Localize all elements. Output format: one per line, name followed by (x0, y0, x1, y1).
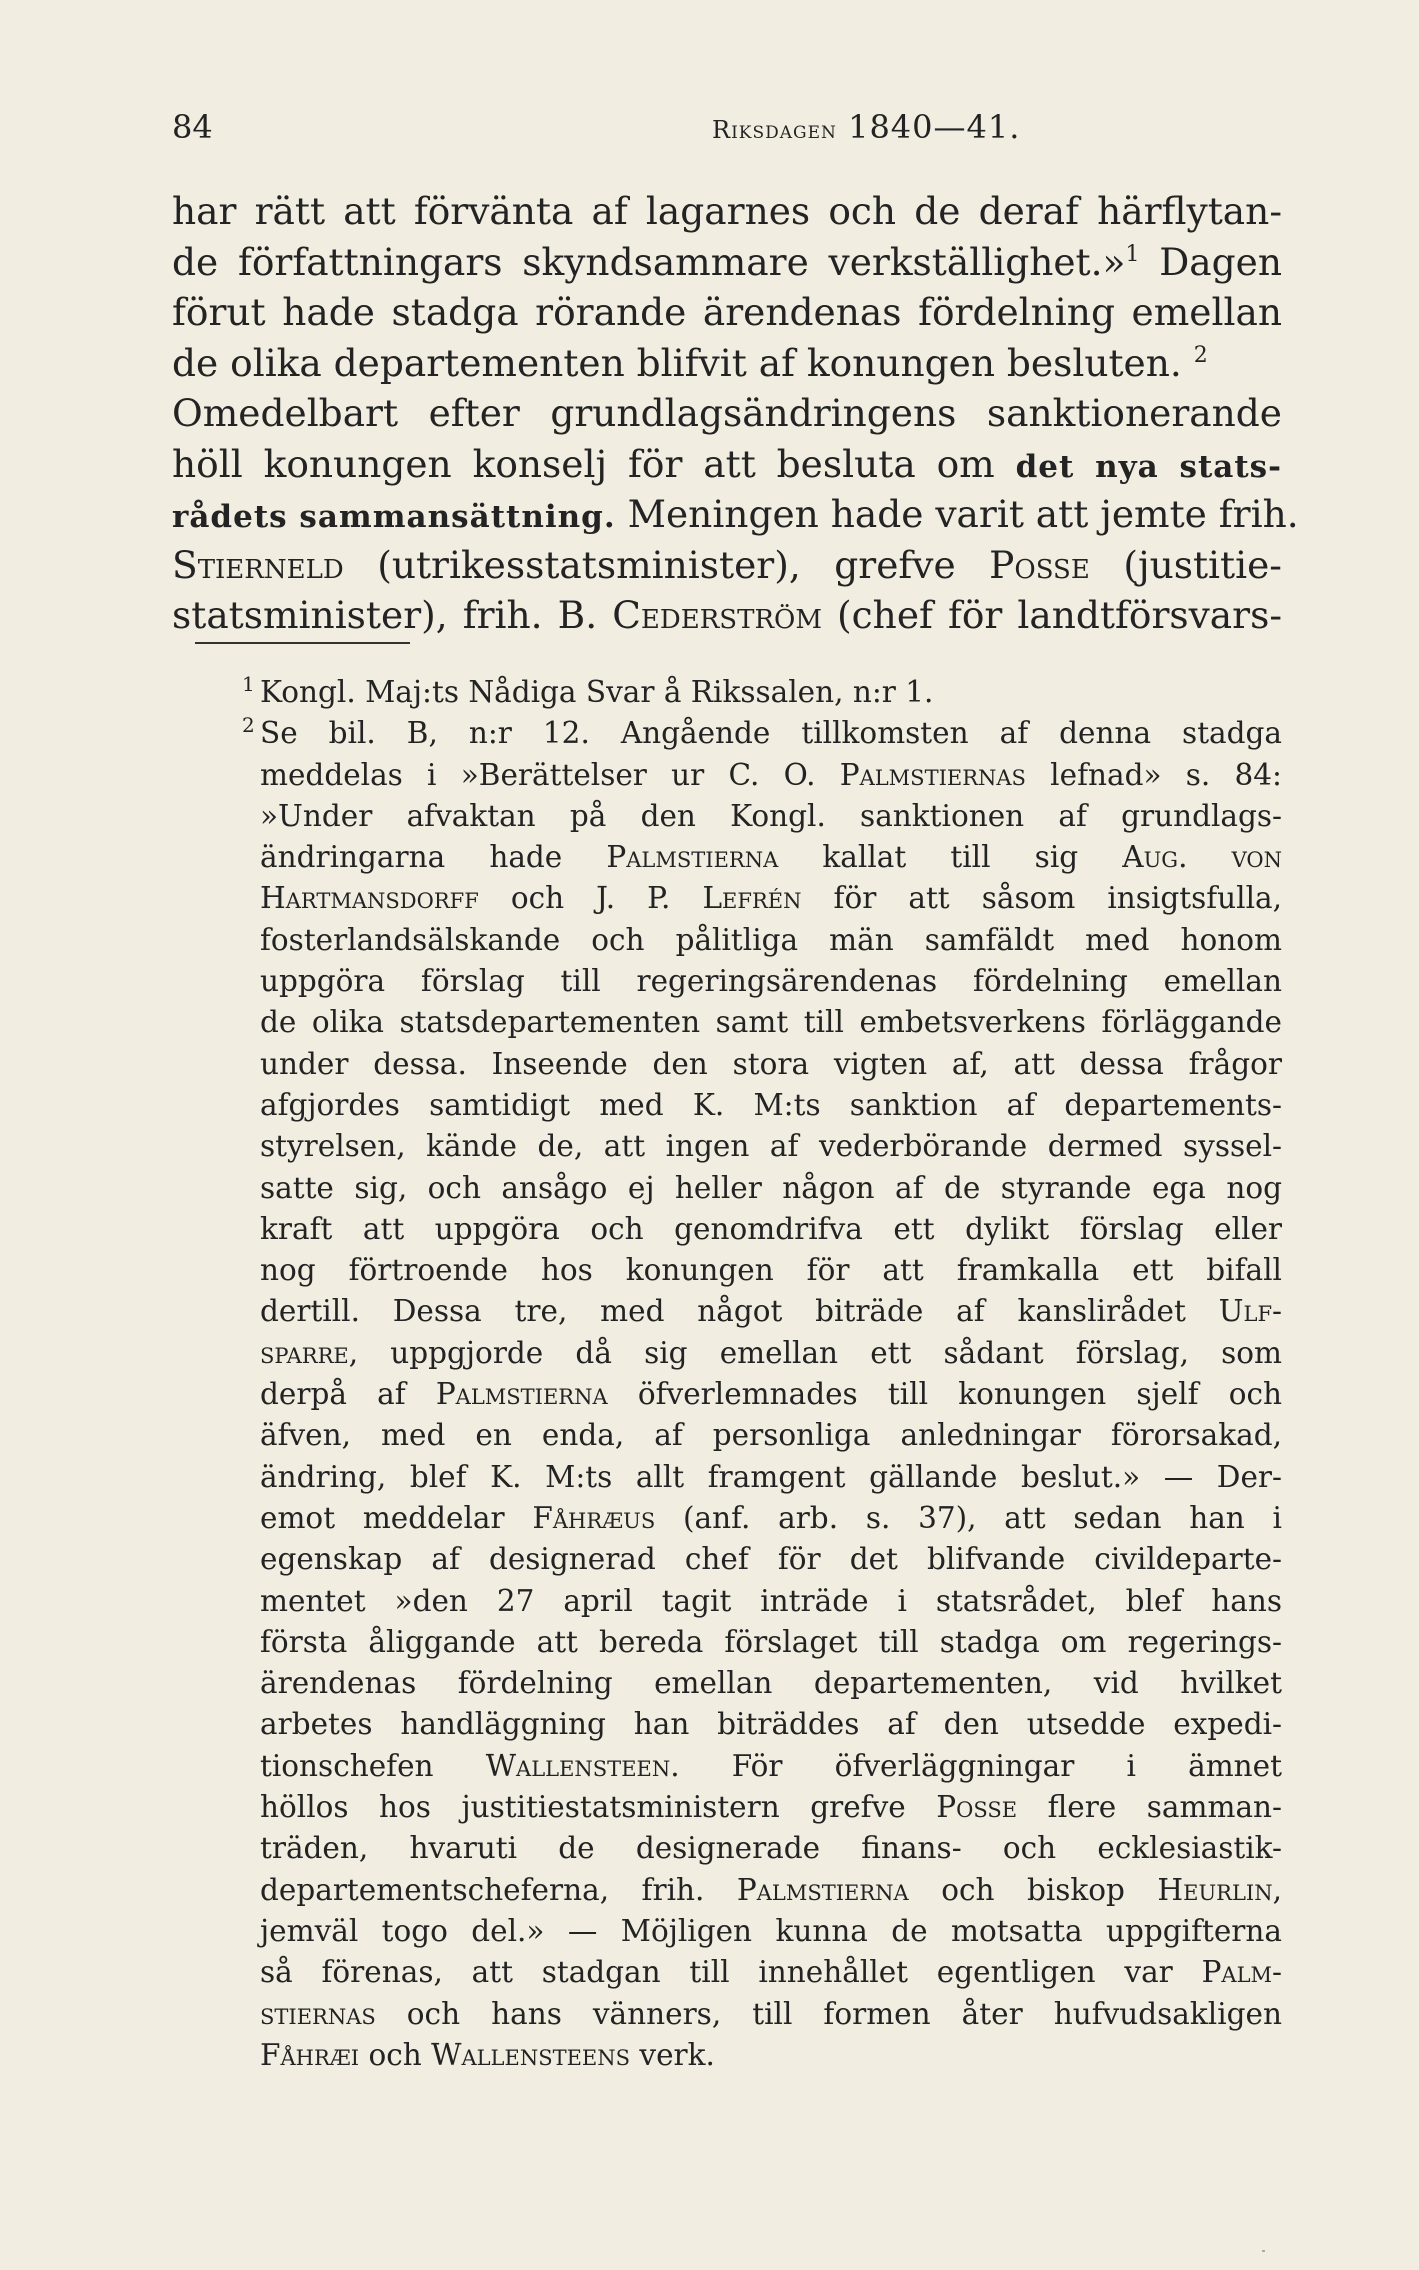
footnote-line: tionschefen Wallensteen. För öfverläggningar i ämnet (260, 1748, 1282, 1783)
footnote-line: sparre, uppgjorde då sig emellan ett sådant förslag, som (260, 1335, 1282, 1370)
footnote-line: stiernas och hans vänners, till formen åter hufvudsakligen (260, 1996, 1282, 2031)
footnote-line: meddelas i »Berättelser ur C. O. Palmstiernas lefnad» s. 84: (260, 757, 1282, 792)
footnote-rule (195, 642, 410, 644)
text-line: har rätt att förvänta af lagarnes och de deraf härflytan- (172, 189, 1282, 233)
text-line: statsminister), frih. B. Cederström (chef för landtförsvars- (172, 593, 1282, 637)
page-number: 84 (172, 108, 213, 146)
footnote-line: uppgöra förslag till regeringsärendenas fördelning emellan (260, 964, 1282, 999)
footnote-line: styrelsen, kände de, att ingen af vederbörande dermed syssel- (260, 1129, 1282, 1164)
text-line: förut hade stadga rörande ärendenas fördelning emellan (172, 290, 1282, 334)
footnote-2: 2 Se bil. B, n:r 12. Angående tillkomsten af denna stadga (242, 713, 1282, 751)
text-line: de olika departementen blifvit af konungen besluten. $^2$ (172, 340, 1208, 385)
footnote-ref: 1 (1125, 241, 1140, 267)
text-line: Stierneld (utrikesstatsminister), grefve Posse (justitie- (172, 542, 1282, 587)
footnote-ref: 2 (1193, 342, 1208, 368)
footnote-line: de olika statsdepartementen samt till embetsverkens förläggande (260, 1005, 1282, 1040)
running-title: Riksdagen 1840—41. (712, 108, 1021, 146)
page-header (172, 108, 1282, 154)
main-text (172, 186, 1299, 641)
footnote-line: emot meddelar Fåhræus (anf. arb. s. 37), att sedan han i (260, 1500, 1282, 1535)
footnote-line: under dessa. Inseende den stora vigten af, att dessa frågor (260, 1046, 1282, 1081)
footnote-line: ärendenas fördelning emellan departementen, vid hvilket (260, 1666, 1282, 1701)
footnote-line: derpå af Palmstierna öfverlemnades till konungen sjelf och (260, 1377, 1282, 1412)
footnote-line: höllos hos justitiestatsministern grefve Posse flere samman- (260, 1790, 1282, 1825)
footnote-line: jemväl togo del.» — Möjligen kunna de motsatta uppgifterna (260, 1913, 1282, 1948)
footnote-line: dertill. Dessa tre, med något biträde af kanslirådet Ulf- (260, 1294, 1282, 1329)
footnote-line: satte sig, och ansågo ej heller någon af de styrande ega nog (260, 1170, 1282, 1205)
text-line: rådets sammansättning. Meningen hade varit att jemte frih. (172, 492, 1299, 536)
footnote-line: egenskap af designerad chef för det blifvande civildeparte- (260, 1542, 1282, 1577)
footnote-line: så förenas, att stadgan till innehållet egentligen var Palm- (260, 1955, 1282, 1990)
footnote-line: första åliggande att bereda förslaget till stadga om regerings- (260, 1624, 1282, 1659)
footnote-line: ändring, blef K. M:ts allt framgent gällande beslut.» — Der- (260, 1459, 1282, 1494)
text-line: de författningars skyndsammare verkställighet.»$^1$ Dagen (172, 239, 1282, 284)
footnote-line: afgjordes samtidigt med K. M:ts sanktion af departements- (260, 1087, 1282, 1122)
footnote-line: äfven, med en enda, af personliga anledningar förorsakad, (260, 1418, 1282, 1453)
footnote-line: nog förtroende hos konungen för att framkalla ett bifall (260, 1253, 1282, 1288)
text-line: höll konungen konselj för att besluta om det nya stats- (172, 441, 1282, 486)
footnotes (172, 672, 1282, 2076)
text-line: Omedelbart efter grundlagsändringens sanktionerande (172, 391, 1282, 435)
footnote-line: »Under afvaktan på den Kongl. sanktionen af grundlags- (260, 798, 1282, 833)
footnote-line: träden, hvaruti de designerade finans- och ecklesiastik- (260, 1831, 1282, 1866)
footnote-line: kraft att uppgöra och genomdrifva ett dylikt förslag eller (260, 1211, 1282, 1246)
footnote-line: departementscheferna, frih. Palmstierna och biskop Heurlin, (260, 1872, 1282, 1907)
footnote-line: arbetes handläggning han biträddes af den utsedde expedi- (260, 1707, 1282, 1742)
footnote-line: ändringarna hade Palmstierna kallat till sig Aug. von (260, 840, 1282, 875)
footnote-line: Fåhræi och Wallensteens verk. (260, 2037, 715, 2072)
paper-speck (1262, 2250, 1265, 2252)
footnote-line: fosterlandsälskande och pålitliga män samfäldt med honom (260, 922, 1282, 957)
footnote-line: mentet »den 27 april tagit inträde i statsrådet, blef hans (260, 1583, 1282, 1618)
footnote-1: 1 Kongl. Maj:ts Nådiga Svar å Rikssalen, n:r 1. (242, 672, 934, 709)
footnote-line: Hartmansdorff och J. P. Lefrén för att såsom insigtsfulla, (260, 881, 1283, 916)
